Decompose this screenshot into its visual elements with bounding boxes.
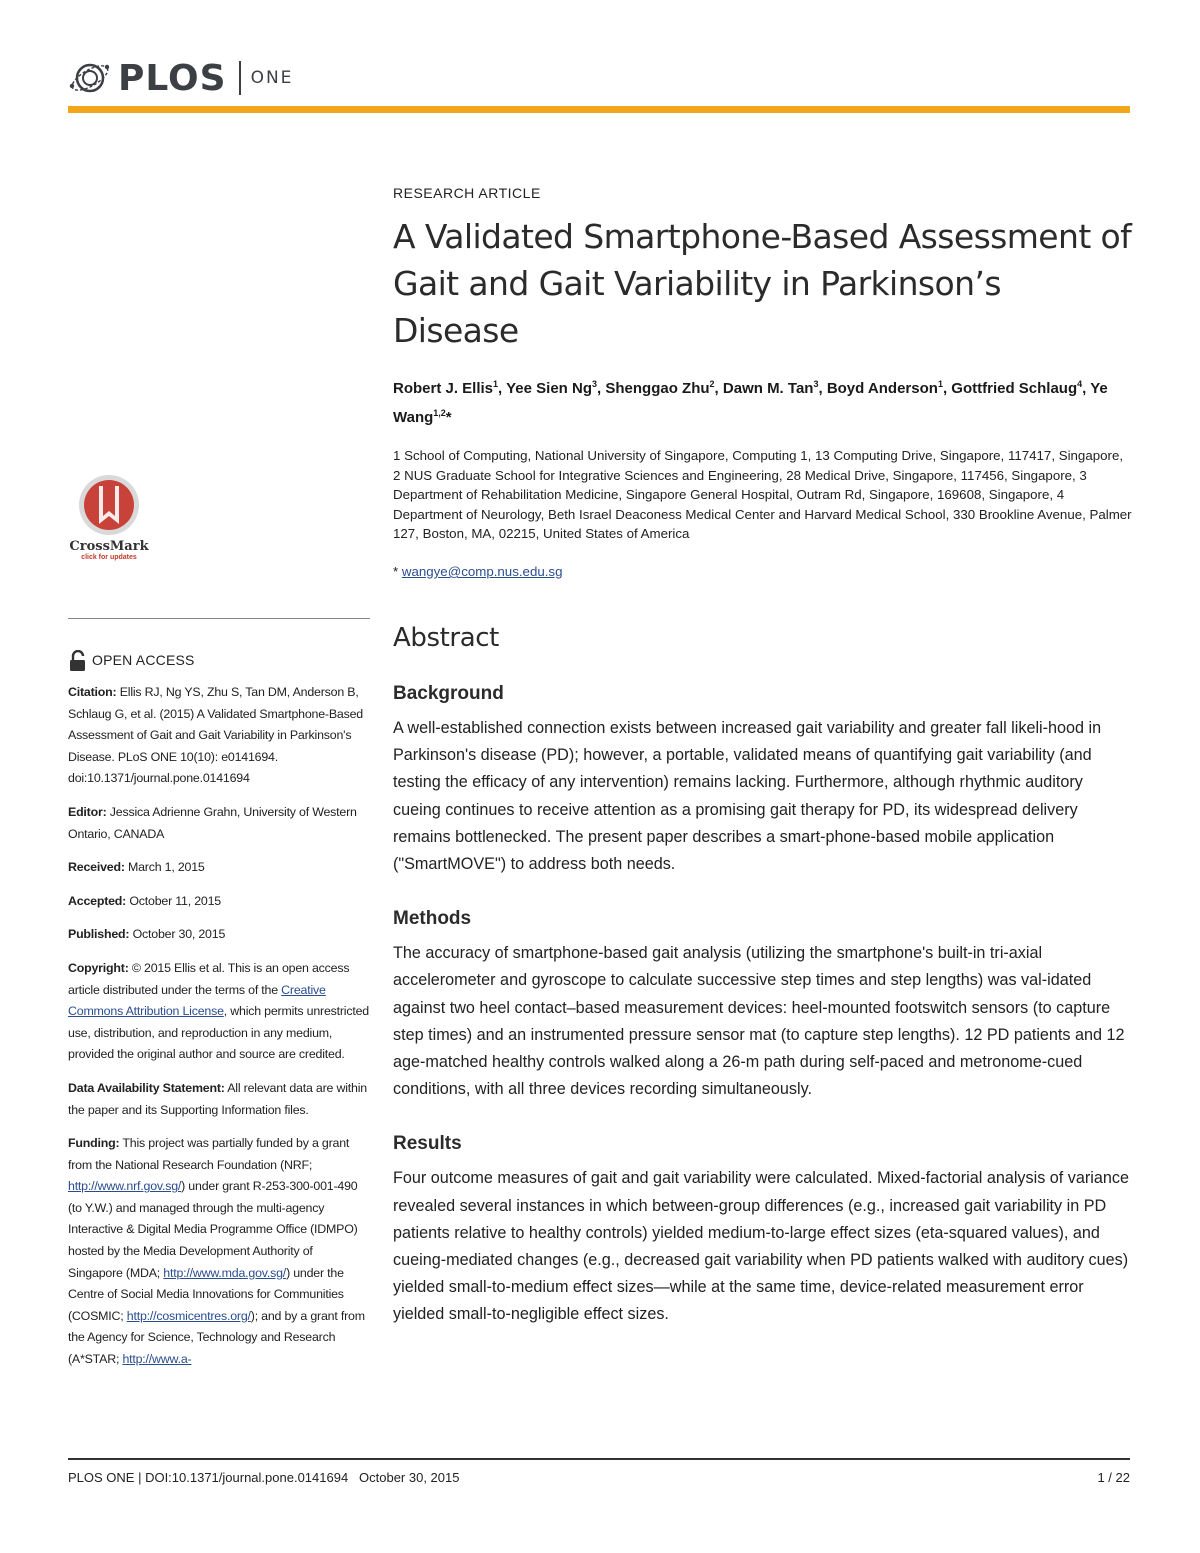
funding-block: Funding: This project was partially funded by a grant from the National Research Foundation (NRF; http://www.nrf.gov.sg/) under grant R-253-300-001-490 (to Y.W.) and managed through the multi-agency Interactive & Digital Media Programme Office (IDMPO) hosted by the Media Development Authority of Singapore (MDA; http://www.mda.gov.sg/) under the Centre of Social Media Innovations for Communities (COSMIC; http://cosmicentres.org/); and by a grant from the Agency for Science, Technology and Research (A*STAR; http://www.a- [68, 1136, 365, 1367]
author-affiliation-marker: 3 [813, 379, 819, 389]
results-heading: Results [393, 1133, 462, 1155]
article-info-sidebar [68, 650, 370, 1383]
mda-link[interactable]: http://www.mda.gov.sg/ [163, 1265, 287, 1280]
results-text: Four outcome measures of gait and gait variability were calculated. Mixed-factorial analysis of variance revealed several instances in which between-group differences (e.g., increased gait variability in PD patients relative to healthy controls) yielded medium-to-large effect sizes (eta-squared values), and cueing-mediated changes (e.g., decreased gait variability when PD patients walked with auditory cues) yielded small-to-medium effect sizes—while at the same time, device-related measurement error yielded small-to-negligible effect sizes. [393, 1169, 1129, 1324]
citation-block: Citation: Ellis RJ, Ng YS, Zhu S, Tan DM, Anderson B, Schlaug G, et al. (2015) A Validated Smartphone-Based Assessment of Gait and Gait Variability in Parkinson's Disease. PLoS ONE 10(10): e0141694. doi:10.1371/journal.pone.0141694 [68, 685, 363, 786]
logo-divider [239, 61, 241, 95]
editor-block: Editor: Jessica Adrienne Grahn, University of Western Ontario, CANADA [68, 804, 357, 841]
logo-journal-text: ONE [250, 68, 294, 88]
crossmark-label: CrossMark [69, 539, 149, 554]
crossmark-badge[interactable] [68, 472, 150, 561]
sidebar-divider [68, 618, 370, 619]
crossmark-icon [68, 472, 150, 536]
author-separator: * [445, 409, 452, 426]
author-name: Yee Sien Ng [506, 380, 592, 397]
plos-logo-icon [68, 56, 112, 100]
corresponding-author: * wangye@comp.nus.edu.sg [393, 563, 563, 579]
open-lock-icon [68, 650, 88, 672]
plos-one-logo [68, 56, 293, 100]
crossmark-sublabel: click for updates [81, 554, 137, 561]
received-block: Received: March 1, 2015 [68, 860, 205, 875]
open-access-badge [68, 650, 370, 672]
affiliations: 1 School of Computing, National University of Singapore, Computing 1, 13 Computing Drive, Singapore, 117417, Singapore, 2 NUS Graduate School for Integrative Sciences and Engineering, 28 Medical Drive, Singapore, 117456, Singapore, 3 Department of Rehabilitation Medicine, Singapore General Hospital, Outram Rd, Singapore, 169608, Singapore, 4 Department of Neurology, Beth Israel Deaconess Medical Center and Harvard Medical School, 330 Brookline Avenue, Palmer 127, Boston, MA, 02215, United States of America [393, 448, 1132, 542]
accepted-block: Accepted: October 11, 2015 [68, 893, 221, 908]
article-title: A Validated Smartphone-Based Assessment of Gait and Gait Variability in Parkinson’s Disease [393, 217, 1132, 350]
published-block: Published: October 30, 2015 [68, 927, 226, 942]
nrf-link[interactable]: http://www.nrf.gov.sg/ [68, 1179, 182, 1194]
author-name: Shenggao Zhu [605, 380, 710, 397]
author-separator: , [818, 380, 827, 397]
logo-plos-text: PLOS [118, 57, 227, 99]
footer-rule [68, 1458, 1130, 1460]
copyright-block: Copyright: © 2015 Ellis et al. This is an open access article distributed under the terms of the Creative Commons Attribution License, which permits unrestricted use, distribution, and reproduction in any medium, provided the original author and source are credited. [68, 960, 369, 1062]
author-list [393, 372, 1133, 430]
author-affiliation-marker: 3 [592, 379, 598, 389]
author-affiliation-marker: 2 [709, 379, 715, 389]
author-separator: , [498, 380, 507, 397]
author-name: Gottfried Schlaug [951, 380, 1078, 397]
background-text: A well-established connection exists between increased gait variability and greater fall likeli-hood in Parkinson's disease (PD); however, a portable, validated means of quantifying gait variability (and testing the efficacy of any intervention) remains lacking. Furthermore, although rhythmic auditory cueing continues to receive attention as a promising gait therapy for PD, its widespread delivery remains bottlenecked. The present paper describes a smart-phone-based mobile application ("SmartMOVE") to address both needs. [393, 718, 1102, 873]
page-number: 1 / 22 [1097, 1470, 1130, 1485]
license-link[interactable]: Creative Commons Attribution License [68, 982, 326, 1019]
open-access-label: OPEN ACCESS [92, 652, 195, 669]
article-main [393, 185, 1133, 1329]
author-name: Robert J. Ellis [393, 380, 494, 397]
header-accent-bar [68, 106, 1130, 113]
abstract-heading: Abstract [393, 622, 499, 653]
methods-heading: Methods [393, 908, 472, 930]
corresponding-email-link[interactable]: wangye@comp.nus.edu.sg [401, 563, 563, 579]
background-heading: Background [393, 682, 504, 704]
author-separator: , [714, 380, 723, 397]
author-name: Boyd Anderson [826, 380, 938, 397]
author-separator: , [597, 380, 606, 397]
author-name: Dawn M. Tan [722, 380, 814, 397]
cosmic-link[interactable]: http://cosmicentres.org/ [126, 1308, 251, 1323]
author-affiliation-marker: 1,2 [433, 408, 446, 418]
author-affiliation-marker: 4 [1077, 379, 1083, 389]
article-type: RESEARCH ARTICLE [393, 185, 541, 201]
author-affiliation-marker: 1 [493, 379, 499, 389]
footer-citation: PLOS ONE | DOI:10.1371/journal.pone.0141694 October 30, 2015 [68, 1470, 460, 1485]
author-affiliation-marker: 1 [937, 379, 943, 389]
astar-link[interactable]: http://www.a- [122, 1352, 192, 1367]
author-name: Ye Wang [393, 380, 1108, 426]
methods-text: The accuracy of smartphone-based gait analysis (utilizing the smartphone's built-in tri-axial accelerometer and gyroscope to calculate successive step times and step lengths) was val-idated against two heel contact–based measurement devices: heel-mounted footswitch sensors (to capture step times) and an instrumented pressure sensor mat (to capture step lengths). 12 PD patients and 12 age-matched healthy controls walked along a 26-m path during self-paced and metronome-cued conditions, with all three devices recording simultaneously. [393, 944, 1125, 1099]
author-separator: , [942, 380, 952, 397]
author-separator: , [1082, 380, 1091, 397]
page-footer [68, 1470, 1130, 1485]
data-availability-block: Data Availability Statement: All relevant data are within the paper and its Supporting Information files. [68, 1080, 367, 1117]
